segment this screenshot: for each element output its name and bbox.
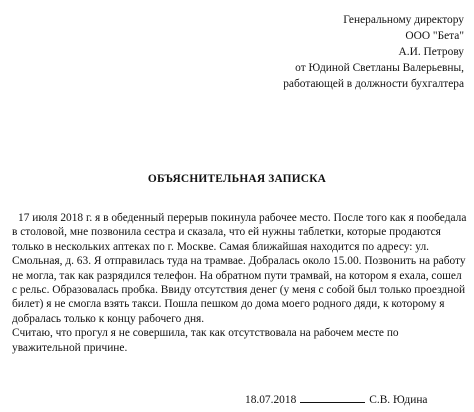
signature-name: С.В. Юдина (369, 394, 428, 406)
document-body (12, 211, 467, 355)
addressee-company: ООО "Бета" (405, 30, 464, 42)
sender-position: работающей в должности бухгалтера (283, 78, 464, 90)
body-paragraph: Считаю, что прогул я не совершила, так как отсутствовала на рабочем месте по уважительной причине. (12, 327, 399, 354)
signature-date: 18.07.2018 (245, 394, 297, 406)
sender-name: от Юдиной Светланы Валерьевны, (295, 62, 464, 74)
addressee-block (268, 12, 464, 92)
signature-block (245, 393, 467, 406)
body-paragraph: 17 июля 2018 г. я в обеденный перерыв покинула рабочее место. После того как я пообедала в столовой, мне позвонила сестра и сказала, что ей нужны таблетки, которые продаются только в нескольких аптеках по г. Москве. Самая ближайшая находится по адресу: ул. Смольная, д. 63. Я отправилась туда на трамвае. Добралась около 15.00. Позвонить на работу не могла, так как разрядился телефон. На обратном пути трамвай, на котором я ехала, сошел с рельс. Образовалась пробка. Ввиду отсутствия денег (у меня с собой был только проездной билет) я не смогла взять такси. Пошла пешком до дома моего родного дяди, к которому я добралась только к концу рабочего дня. (12, 212, 467, 325)
addressee-position: Генеральному директору (343, 14, 464, 26)
document-title: ОБЪЯСНИТЕЛЬНАЯ ЗАПИСКА (147, 173, 327, 185)
addressee-name: А.И. Петрову (398, 46, 464, 58)
signature-line (300, 393, 365, 403)
